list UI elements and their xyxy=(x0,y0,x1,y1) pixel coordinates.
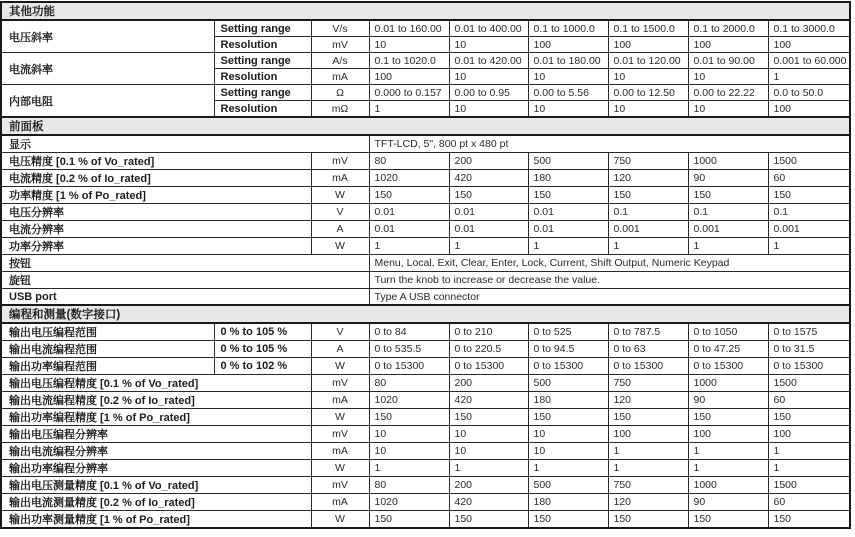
table-row xyxy=(1,443,850,460)
spec-label: 功率精度 [1 % of Po_rated] xyxy=(1,187,311,204)
table-row xyxy=(1,289,850,306)
spec-value: 0 to 15300 xyxy=(369,358,449,375)
spec-label: 电流斜率 xyxy=(1,53,214,85)
spec-value: 1 xyxy=(688,238,768,255)
spec-value: 0.00 to 0.95 xyxy=(449,85,528,101)
unit-label: mA xyxy=(311,69,369,85)
spec-value: 10 xyxy=(528,426,608,443)
spec-value: 0 to 31.5 xyxy=(768,341,850,358)
spec-text-value: Type A USB connector xyxy=(369,289,850,306)
spec-label: 电流精度 [0.2 % of Io_rated] xyxy=(1,170,311,187)
spec-subrow-label: Setting range xyxy=(214,85,311,101)
spec-value: 120 xyxy=(608,170,688,187)
spec-value: 1 xyxy=(449,238,528,255)
spec-value: 0.001 xyxy=(608,221,688,238)
spec-value: 150 xyxy=(369,409,449,426)
spec-subrow-label: 0 % to 102 % xyxy=(214,358,311,375)
spec-value: 1 xyxy=(528,238,608,255)
spec-value: 0 to 47.25 xyxy=(688,341,768,358)
spec-value: 10 xyxy=(528,69,608,85)
table-row xyxy=(1,255,850,272)
spec-value: 10 xyxy=(449,443,528,460)
unit-label: V xyxy=(311,323,369,341)
table-row xyxy=(1,494,850,511)
spec-value: 1 xyxy=(528,460,608,477)
spec-value: 0.1 to 1000.0 xyxy=(528,20,608,37)
table-row xyxy=(1,135,850,153)
spec-value: 100 xyxy=(768,101,850,118)
spec-value: 1 xyxy=(369,101,449,118)
spec-value: 1000 xyxy=(688,477,768,494)
spec-value: 0.01 xyxy=(449,204,528,221)
spec-value: 750 xyxy=(608,375,688,392)
spec-value: 150 xyxy=(369,187,449,204)
spec-subrow-label: 0 % to 105 % xyxy=(214,341,311,358)
table-row xyxy=(1,204,850,221)
spec-text-value: TFT-LCD, 5", 800 pt x 480 pt xyxy=(369,135,850,153)
spec-value: 0.1 xyxy=(768,204,850,221)
spec-value: 100 xyxy=(768,426,850,443)
spec-value: 0.1 xyxy=(608,204,688,221)
spec-label: USB port xyxy=(1,289,369,306)
spec-value: 10 xyxy=(449,37,528,53)
spec-value: 150 xyxy=(449,511,528,529)
table-row xyxy=(1,511,850,529)
spec-value: 0.00 to 12.50 xyxy=(608,85,688,101)
spec-value: 10 xyxy=(449,426,528,443)
unit-label: mV xyxy=(311,477,369,494)
table-row xyxy=(1,221,850,238)
spec-value: 1020 xyxy=(369,170,449,187)
spec-value: 0.01 to 420.00 xyxy=(449,53,528,69)
spec-value: 0 to 15300 xyxy=(449,358,528,375)
spec-subrow-label: Resolution xyxy=(214,37,311,53)
spec-value: 10 xyxy=(369,37,449,53)
spec-value: 1 xyxy=(608,443,688,460)
spec-value: 180 xyxy=(528,170,608,187)
unit-label: W xyxy=(311,238,369,255)
spec-value: 0 to 15300 xyxy=(528,358,608,375)
section-title: 编程和测量(数字接口) xyxy=(1,305,850,323)
unit-label: A xyxy=(311,341,369,358)
spec-value: 80 xyxy=(369,375,449,392)
spec-value: 0 to 210 xyxy=(449,323,528,341)
spec-value: 0.01 xyxy=(528,221,608,238)
section-title: 其他功能 xyxy=(1,2,850,20)
spec-table-body xyxy=(1,2,850,528)
spec-subrow-label: Resolution xyxy=(214,69,311,85)
spec-value: 90 xyxy=(688,392,768,409)
spec-value: 150 xyxy=(688,409,768,426)
spec-value: 0.01 to 120.00 xyxy=(608,53,688,69)
unit-label: mV xyxy=(311,37,369,53)
spec-value: 420 xyxy=(449,170,528,187)
spec-label: 输出功率编程范围 xyxy=(1,358,214,375)
table-row xyxy=(1,20,850,37)
spec-value: 10 xyxy=(369,443,449,460)
unit-label: A xyxy=(311,221,369,238)
spec-subrow-label: Setting range xyxy=(214,53,311,69)
spec-value: 1500 xyxy=(768,153,850,170)
spec-value: 0.01 to 160.00 xyxy=(369,20,449,37)
spec-value: 0 to 15300 xyxy=(768,358,850,375)
unit-label: mA xyxy=(311,170,369,187)
unit-label: mV xyxy=(311,153,369,170)
spec-label: 功率分辨率 xyxy=(1,238,311,255)
spec-value: 0.01 xyxy=(528,204,608,221)
spec-value: 0 to 787.5 xyxy=(608,323,688,341)
spec-label: 旋钮 xyxy=(1,272,369,289)
table-row xyxy=(1,238,850,255)
spec-value: 0.01 to 180.00 xyxy=(528,53,608,69)
spec-value: 420 xyxy=(449,494,528,511)
spec-value: 1 xyxy=(688,460,768,477)
spec-value: 100 xyxy=(528,37,608,53)
spec-value: 1 xyxy=(688,443,768,460)
spec-label: 输出电流编程精度 [0.2 % of Io_rated] xyxy=(1,392,311,409)
spec-value: 1020 xyxy=(369,392,449,409)
spec-value: 0.1 to 3000.0 xyxy=(768,20,850,37)
unit-label: V xyxy=(311,204,369,221)
unit-label: mV xyxy=(311,375,369,392)
spec-value: 200 xyxy=(449,375,528,392)
spec-value: 500 xyxy=(528,375,608,392)
spec-value: 150 xyxy=(688,187,768,204)
spec-value: 1020 xyxy=(369,494,449,511)
spec-value: 10 xyxy=(608,101,688,118)
spec-value: 0.01 xyxy=(449,221,528,238)
spec-label: 电压精度 [0.1 % of Vo_rated] xyxy=(1,153,311,170)
spec-value: 150 xyxy=(528,187,608,204)
spec-value: 0.1 to 1500.0 xyxy=(608,20,688,37)
spec-value: 10 xyxy=(449,101,528,118)
table-row xyxy=(1,187,850,204)
spec-label: 输出电压测量精度 [0.1 % of Vo_rated] xyxy=(1,477,311,494)
table-row xyxy=(1,85,850,101)
spec-value: 10 xyxy=(528,101,608,118)
spec-value: 0.001 xyxy=(688,221,768,238)
spec-value: 500 xyxy=(528,477,608,494)
spec-subrow-label: Resolution xyxy=(214,101,311,118)
table-row xyxy=(1,323,850,341)
spec-value: 0 to 535.5 xyxy=(369,341,449,358)
spec-label: 输出电流编程分辨率 xyxy=(1,443,311,460)
table-row xyxy=(1,392,850,409)
spec-label: 显示 xyxy=(1,135,369,153)
unit-label: Ω xyxy=(311,85,369,101)
spec-value: 150 xyxy=(369,511,449,529)
spec-label: 输出电压编程精度 [0.1 % of Vo_rated] xyxy=(1,375,311,392)
table-row xyxy=(1,170,850,187)
spec-value: 1500 xyxy=(768,375,850,392)
table-row xyxy=(1,272,850,289)
table-row xyxy=(1,409,850,426)
spec-label: 输出功率编程精度 [1 % of Po_rated] xyxy=(1,409,311,426)
spec-label: 输出电压编程分辨率 xyxy=(1,426,311,443)
spec-value: 150 xyxy=(449,187,528,204)
spec-value: 100 xyxy=(369,69,449,85)
spec-value: 750 xyxy=(608,153,688,170)
spec-value: 1 xyxy=(369,460,449,477)
spec-label: 输出电流测量精度 [0.2 % of Io_rated] xyxy=(1,494,311,511)
spec-label: 输出功率编程分辨率 xyxy=(1,460,311,477)
spec-value: 1 xyxy=(369,238,449,255)
unit-label: A/s xyxy=(311,53,369,69)
spec-value: 1500 xyxy=(768,477,850,494)
spec-value: 0.1 xyxy=(688,204,768,221)
section-header-row xyxy=(1,305,850,323)
table-row xyxy=(1,341,850,358)
spec-value: 180 xyxy=(528,392,608,409)
spec-value: 0.01 xyxy=(369,221,449,238)
table-row xyxy=(1,426,850,443)
spec-value: 1 xyxy=(608,460,688,477)
spec-value: 1000 xyxy=(688,375,768,392)
spec-value: 0.001 to 60.000 xyxy=(768,53,850,69)
unit-label: mΩ xyxy=(311,101,369,118)
spec-label: 电压斜率 xyxy=(1,20,214,53)
spec-label: 输出电压编程范围 xyxy=(1,323,214,341)
spec-value: 10 xyxy=(688,101,768,118)
spec-value: 1 xyxy=(608,238,688,255)
spec-value: 80 xyxy=(369,477,449,494)
spec-value: 60 xyxy=(768,392,850,409)
spec-value: 120 xyxy=(608,494,688,511)
spec-value: 1 xyxy=(768,443,850,460)
spec-label: 按钮 xyxy=(1,255,369,272)
spec-value: 0.00 to 5.56 xyxy=(528,85,608,101)
unit-label: V/s xyxy=(311,20,369,37)
section-title: 前面板 xyxy=(1,117,850,135)
spec-value: 150 xyxy=(688,511,768,529)
spec-value: 100 xyxy=(608,37,688,53)
unit-label: mA xyxy=(311,494,369,511)
spec-value: 120 xyxy=(608,392,688,409)
spec-value: 60 xyxy=(768,170,850,187)
spec-value: 150 xyxy=(608,409,688,426)
unit-label: mV xyxy=(311,426,369,443)
unit-label: W xyxy=(311,511,369,529)
unit-label: mA xyxy=(311,392,369,409)
table-row xyxy=(1,460,850,477)
spec-value: 90 xyxy=(688,494,768,511)
spec-value: 0 to 1575 xyxy=(768,323,850,341)
spec-value: 150 xyxy=(768,409,850,426)
spec-value: 0 to 84 xyxy=(369,323,449,341)
spec-value: 0.0 to 50.0 xyxy=(768,85,850,101)
spec-value: 0.1 to 2000.0 xyxy=(688,20,768,37)
spec-value: 150 xyxy=(608,187,688,204)
spec-value: 10 xyxy=(369,426,449,443)
spec-value: 200 xyxy=(449,477,528,494)
spec-value: 0 to 525 xyxy=(528,323,608,341)
spec-value: 60 xyxy=(768,494,850,511)
table-row xyxy=(1,375,850,392)
spec-value: 0.00 to 22.22 xyxy=(688,85,768,101)
spec-value: 200 xyxy=(449,153,528,170)
spec-text-value: Turn the knob to increase or decrease the value. xyxy=(369,272,850,289)
spec-value: 80 xyxy=(369,153,449,170)
spec-subrow-label: 0 % to 105 % xyxy=(214,323,311,341)
spec-value: 0 to 220.5 xyxy=(449,341,528,358)
spec-value: 0 to 1050 xyxy=(688,323,768,341)
unit-label: W xyxy=(311,460,369,477)
spec-value: 150 xyxy=(528,409,608,426)
spec-value: 90 xyxy=(688,170,768,187)
unit-label: W xyxy=(311,358,369,375)
spec-value: 0 to 15300 xyxy=(608,358,688,375)
spec-label: 输出电流编程范围 xyxy=(1,341,214,358)
spec-value: 0.001 xyxy=(768,221,850,238)
spec-value: 150 xyxy=(528,511,608,529)
spec-value: 0.1 to 1020.0 xyxy=(369,53,449,69)
unit-label: W xyxy=(311,409,369,426)
spec-value: 1000 xyxy=(688,153,768,170)
spec-label: 电压分辨率 xyxy=(1,204,311,221)
spec-value: 0.01 to 90.00 xyxy=(688,53,768,69)
spec-label: 内部电阻 xyxy=(1,85,214,118)
spec-value: 180 xyxy=(528,494,608,511)
spec-value: 0.01 to 400.00 xyxy=(449,20,528,37)
spec-value: 10 xyxy=(528,443,608,460)
spec-value: 1 xyxy=(449,460,528,477)
table-row xyxy=(1,477,850,494)
spec-value: 10 xyxy=(688,69,768,85)
spec-table xyxy=(0,1,851,529)
spec-value: 100 xyxy=(768,37,850,53)
spec-value: 150 xyxy=(768,187,850,204)
spec-value: 1 xyxy=(768,460,850,477)
spec-value: 150 xyxy=(608,511,688,529)
spec-value: 100 xyxy=(608,426,688,443)
spec-label: 输出功率测量精度 [1 % of Po_rated] xyxy=(1,511,311,529)
spec-value: 10 xyxy=(608,69,688,85)
spec-value: 1 xyxy=(768,69,850,85)
spec-value: 0 to 15300 xyxy=(688,358,768,375)
unit-label: mA xyxy=(311,443,369,460)
spec-text-value: Menu, Local, Exit, Clear, Enter, Lock, Current, Shift Output, Numeric Keypad xyxy=(369,255,850,272)
spec-value: 150 xyxy=(768,511,850,529)
spec-value: 420 xyxy=(449,392,528,409)
spec-value: 0.000 to 0.157 xyxy=(369,85,449,101)
section-header-row xyxy=(1,117,850,135)
spec-value: 0 to 94.5 xyxy=(528,341,608,358)
table-row xyxy=(1,358,850,375)
spec-label: 电流分辨率 xyxy=(1,221,311,238)
spec-value: 0 to 63 xyxy=(608,341,688,358)
spec-value: 750 xyxy=(608,477,688,494)
spec-value: 100 xyxy=(688,426,768,443)
table-row xyxy=(1,153,850,170)
spec-value: 500 xyxy=(528,153,608,170)
section-header-row xyxy=(1,2,850,20)
table-row xyxy=(1,53,850,69)
spec-value: 100 xyxy=(688,37,768,53)
spec-value: 10 xyxy=(449,69,528,85)
spec-subrow-label: Setting range xyxy=(214,20,311,37)
spec-value: 0.01 xyxy=(369,204,449,221)
unit-label: W xyxy=(311,187,369,204)
spec-value: 1 xyxy=(768,238,850,255)
spec-value: 150 xyxy=(449,409,528,426)
